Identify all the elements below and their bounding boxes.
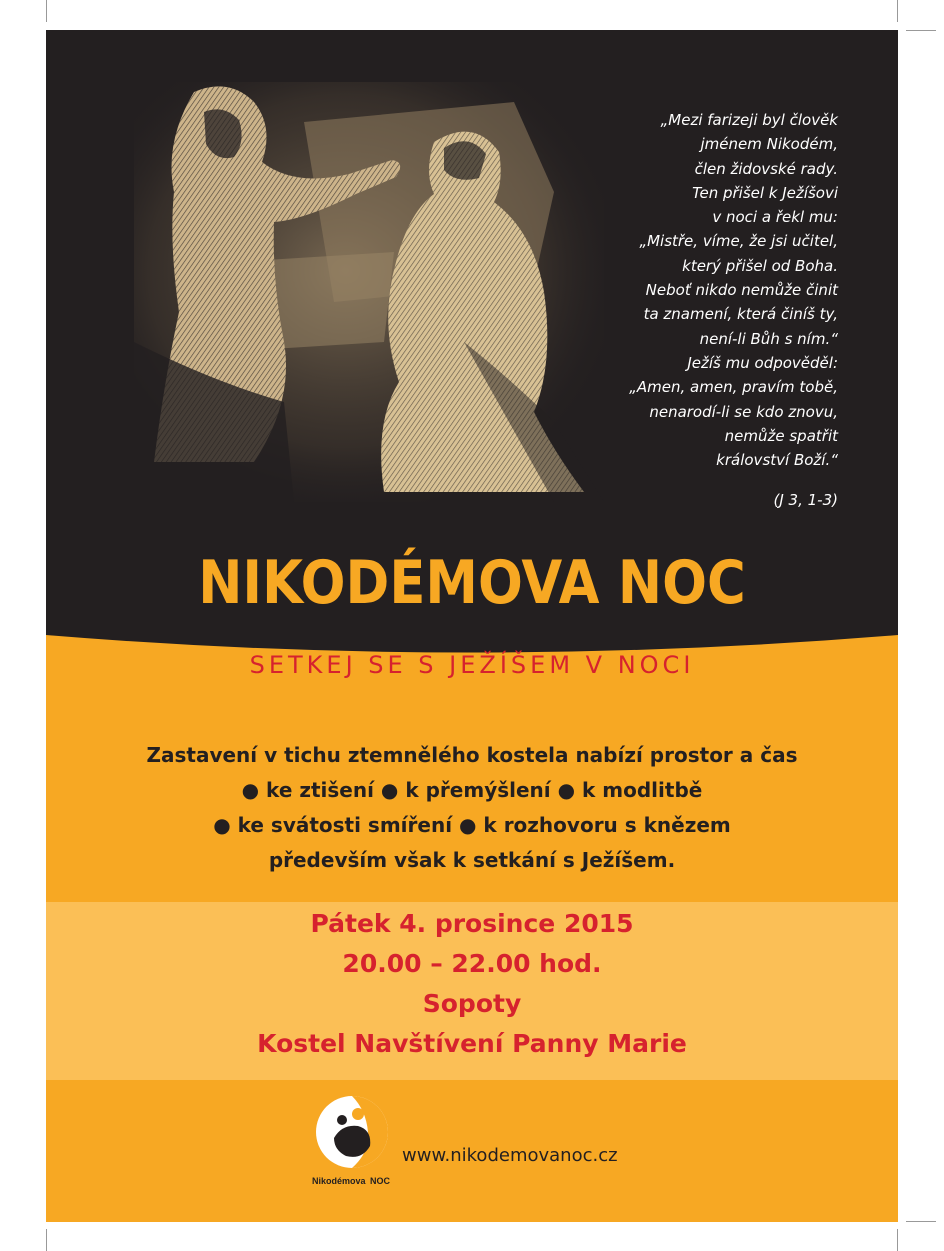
quote-line: „Mezi farizeji byl člověk xyxy=(660,111,838,129)
quote-line: který přišel od Boha. xyxy=(682,256,838,275)
quote-line: nemůže spatřit xyxy=(724,426,838,445)
crop-mark xyxy=(46,1229,47,1251)
description-line: především však k setkání s Ježíšem. xyxy=(268,848,676,872)
event-time: 20.00 – 22.00 hod. xyxy=(342,949,602,978)
event-place: Sopoty xyxy=(422,989,522,1018)
event-info xyxy=(46,904,898,1064)
event-date: Pátek 4. prosince 2015 xyxy=(310,909,634,938)
quote-line: v noci a řekl mu: xyxy=(712,208,838,227)
crop-mark xyxy=(897,1229,898,1251)
quote-line: Neboť nikdo nemůže činit xyxy=(645,281,838,300)
logo-text-left: Nikodémova xyxy=(312,1176,366,1186)
quote-line: ta znamení, která činíš ty, xyxy=(643,305,838,324)
description-line: ● ke svátosti smíření ● k rozhovoru s knězem xyxy=(213,813,731,837)
quote-line: jménem Nikodém, xyxy=(700,135,838,154)
bible-quote xyxy=(518,108,838,513)
website-link[interactable]: www.nikodemovanoc.cz xyxy=(402,1145,618,1166)
quote-reference: (J 3, 1-3) xyxy=(773,491,838,510)
crop-mark xyxy=(897,0,898,22)
description xyxy=(46,738,898,878)
quote-line: Ježíš mu odpověděl: xyxy=(687,353,838,372)
crop-mark xyxy=(906,30,936,31)
crop-mark xyxy=(906,1221,936,1222)
event-venue: Kostel Navštívení Panny Marie xyxy=(257,1029,687,1058)
logo-text-right: NOC xyxy=(370,1176,390,1186)
quote-line: Ten přišel k Ježíšovi xyxy=(692,183,838,202)
poster-subtitle: SETKEJ SE S JEŽÍŠEM V NOCI xyxy=(249,651,695,679)
quote-line: „Amen, amen, pravím tobě, xyxy=(629,378,838,397)
poster-title: NIKODÉMOVA NOC xyxy=(198,548,746,618)
poster xyxy=(46,30,898,1222)
description-line: ● ke ztišení ● k přemýšlení ● k modlitbě xyxy=(241,778,703,802)
crop-mark xyxy=(46,0,47,22)
quote-line: nenarodí-li se kdo znovu, xyxy=(649,402,838,421)
nikodemova-noc-logo-icon xyxy=(312,1092,392,1192)
quote-line: člen židovské rady. xyxy=(694,159,838,178)
quote-line: „Mistře, víme, že jsi učitel, xyxy=(639,232,838,251)
quote-line: království Boží.“ xyxy=(716,451,838,470)
description-line: Zastavení v tichu ztemnělého kostela nabízí prostor a čas xyxy=(146,743,798,767)
quote-line: není-li Bůh s ním.“ xyxy=(699,329,838,348)
